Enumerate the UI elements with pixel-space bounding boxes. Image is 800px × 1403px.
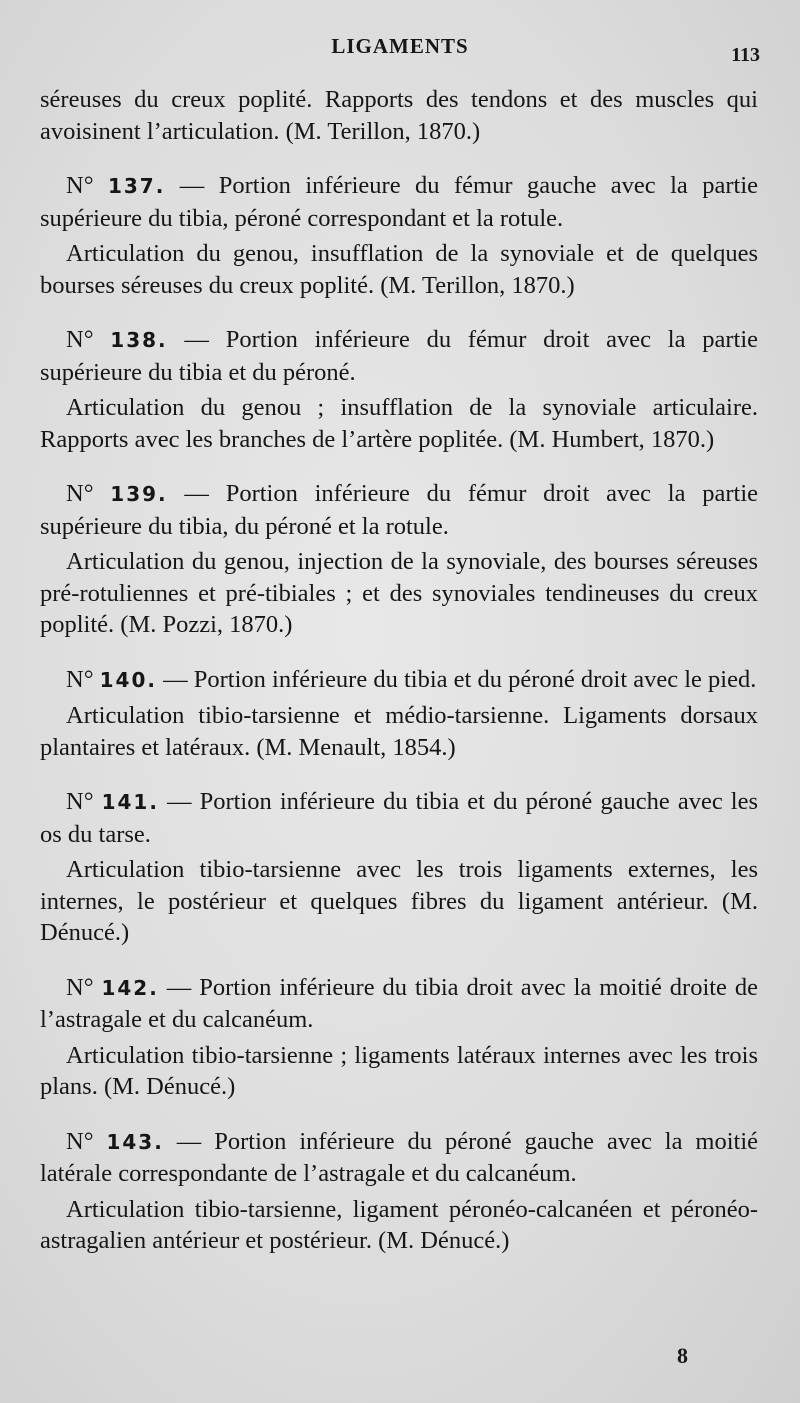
page-number: 113 (731, 44, 760, 66)
entry-heading: — Portion inférieure du tibia droit avec la moitié droite de l’astragale et du calcanéum. (40, 973, 759, 1033)
number-label: N° (66, 326, 94, 353)
entry-heading: — Portion inférieure du fémur gauche avec la partie supérieure du tibia, péroné correspondant et la rotule. (40, 172, 759, 232)
catalog-entry (40, 1126, 758, 1257)
entry-description: Articulation du genou, insufflation de la synoviale et de quelques bourses séreuses du creux poplité. (M. Terillon, 1870.) (40, 240, 758, 299)
entry-heading: — Portion inférieure du tibia et du péroné droit avec le pied. (163, 665, 757, 693)
entry-title (40, 170, 758, 234)
catalog-entry (40, 170, 758, 301)
entry-description: Articulation tibio-tarsienne, ligament péronéo-calcanéen et péronéo-astragalien antérieur et postérieur. (M. Dénucé.) (40, 1195, 758, 1254)
entry-description: Articulation du genou, injection de la synoviale, des bourses séreuses pré-rotuliennes et pré-tibiales ; et des synoviales tendineuses du creux poplité. (M. Pozzi, 1870.) (40, 548, 758, 638)
intro-paragraph: séreuses du creux poplité. Rapports des tendons et des muscles qui avoisinent l’articulation. (M. Terillon, 1870.) (40, 86, 758, 145)
entry-title (40, 1126, 758, 1190)
catalog-entry (40, 786, 758, 949)
catalog-entry (40, 324, 758, 455)
entry-heading: — Portion inférieure du péroné gauche avec la moitié latérale correspondante de l’astragale et du calcanéum. (40, 1127, 759, 1187)
entry-title (40, 664, 758, 697)
number-label: N° (66, 788, 94, 815)
running-title: LIGAMENTS (331, 34, 469, 58)
entry-description: Articulation tibio-tarsienne avec les trois ligaments externes, les internes, le postérieur et quelques fibres du ligament antérieur. (M. Dénucé.) (40, 856, 758, 946)
catalog-entry (40, 972, 758, 1103)
entry-heading: — Portion inférieure du tibia et du péroné gauche avec les os du tarse. (40, 788, 758, 848)
entry-heading: — Portion inférieure du fémur droit avec la partie supérieure du tibia et du péroné. (40, 326, 759, 386)
entry-description: Articulation du genou ; insufflation de la synoviale articulaire. Rapports avec les branches de l’artère poplitée. (M. Humbert, 1870.) (40, 394, 758, 453)
entry-title (40, 478, 758, 542)
entry-number: 142. (101, 975, 159, 1000)
entry-description: Articulation tibio-tarsienne et médio-tarsienne. Ligaments dorsaux plantaires et latéraux. (M. Menault, 1854.) (40, 702, 758, 761)
entry-number: 139. (110, 482, 168, 506)
number-label: N° (66, 172, 94, 199)
signature-mark: 8 (677, 1343, 688, 1368)
entry-title (40, 972, 758, 1036)
entry-number: 141. (101, 790, 159, 814)
catalog-entry (40, 478, 758, 641)
catalog-entry (40, 664, 758, 764)
entry-number: 140. (99, 667, 157, 692)
number-label: N° (66, 973, 94, 1001)
entry-heading: — Portion inférieure du fémur droit avec la partie supérieure du tibia, du péroné et la rotule. (40, 480, 759, 540)
entry-title (40, 786, 758, 850)
number-label: N° (66, 1127, 94, 1155)
entry-title (40, 324, 758, 388)
number-label: N° (66, 480, 94, 507)
entry-description: Articulation tibio-tarsienne ; ligaments latéraux internes avec les trois plans. (M. Dénucé.) (40, 1041, 758, 1100)
entry-number: 143. (106, 1129, 164, 1154)
entry-number: 137. (107, 174, 166, 198)
entry-number: 138. (110, 328, 168, 352)
number-label: N° (66, 665, 94, 693)
page-header (0, 34, 800, 64)
catalog-text (40, 84, 758, 1257)
